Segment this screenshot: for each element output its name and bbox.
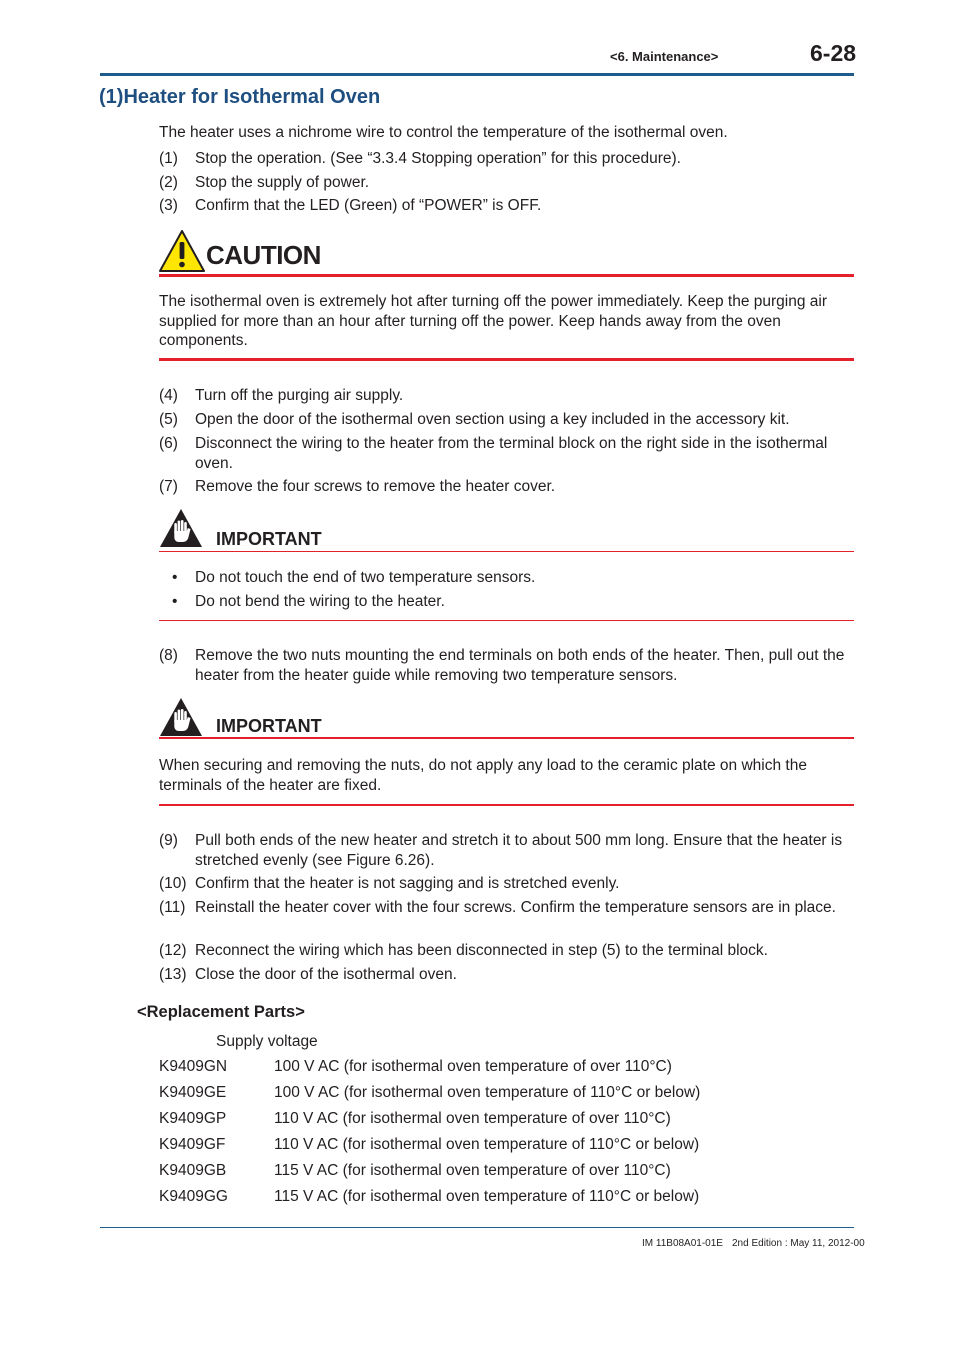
step-number: (12) [159,942,187,959]
step-text: Disconnect the wiring to the heater from the terminal block on the right side in the isothermal oven. [195,435,828,472]
part-description: 115 V AC (for isothermal oven temperature of over 110°C) [274,1162,671,1179]
caution-text: The isothermal oven is extremely hot after turning off the power immediately. Keep the purging air supplied for more than an hour after turning off the power. Keep hands away from the oven components. [159,293,827,349]
part-code: K9409GE [159,1084,227,1101]
step-item [159,196,859,216]
part-code: K9409GN [159,1058,228,1075]
step-item [159,646,859,685]
bullet-text: Do not touch the end of two temperature sensors. [195,569,536,586]
step-item [159,898,859,918]
step-item [159,173,859,193]
header-section-label: <6. Maintenance> [610,49,719,64]
caution-top-rule [159,274,854,277]
part-code: K9409GF [159,1136,226,1153]
part-description: 115 V AC (for isothermal oven temperature of 110°C or below) [274,1188,700,1205]
table-row [159,1110,700,1136]
important-text: When securing and removing the nuts, do not apply any load to the ceramic plate on which the terminals of the heater are fixed. [159,757,807,794]
step-item [159,434,859,473]
step-text: Remove the two nuts mounting the end terminals on both ends of the heater. Then, pull out the heater from the heater guide while removing two temperature sensors. [195,647,845,684]
step-item [159,874,859,894]
important-bottom-rule [159,804,854,806]
bullet-item [159,568,855,588]
step-number: (10) [159,875,187,892]
step-text: Open the door of the isothermal oven section using a key included in the accessory kit. [195,411,790,428]
step-item [159,410,859,430]
step-text: Stop the operation. (See “3.3.4 Stopping operation” for this procedure). [195,150,681,167]
table-row [159,1188,700,1214]
parts-column-header: Supply voltage [216,1033,318,1050]
step-number: (9) [159,832,178,849]
page-number: 6-28 [810,40,857,66]
bullet-text: Do not bend the wiring to the heater. [195,593,445,610]
important-heading: IMPORTANT [216,716,322,736]
step-text: Remove the four screws to remove the heater cover. [195,478,556,495]
bullet-item [159,592,855,612]
step-item [159,477,859,497]
part-description: 110 V AC (for isothermal oven temperature of 110°C or below) [274,1136,700,1153]
step-number: (8) [159,647,178,664]
step-text: Pull both ends of the new heater and stretch it to about 500 mm long. Ensure that the heater is stretched evenly (see Figure 6.26). [195,832,843,869]
step-item [159,965,859,985]
important-bottom-rule [159,620,854,621]
caution-heading: CAUTION [206,240,321,270]
step-number: (4) [159,387,178,404]
step-text: Reconnect the wiring which has been disconnected in step (5) to the terminal block. [195,942,768,959]
important-top-rule [159,551,854,552]
step-number: (6) [159,435,178,452]
step-text: Confirm that the heater is not sagging and is stretched evenly. [195,875,620,892]
footer-edition: 2nd Edition : May 11, 2012-00 [732,1238,865,1249]
caution-bottom-rule [159,358,854,361]
replacement-parts-title: <Replacement Parts> [137,1003,305,1021]
intro-paragraph: The heater uses a nichrome wire to control the temperature of the isothermal oven. [159,124,728,141]
step-item [159,149,859,169]
step-text: Close the door of the isothermal oven. [195,966,457,983]
table-row [159,1084,700,1110]
part-description: 100 V AC (for isothermal oven temperature of 110°C or below) [274,1084,701,1101]
step-number: (13) [159,966,187,983]
step-number: (2) [159,174,178,191]
hand-stop-icon [159,697,203,737]
step-text: Reinstall the heater cover with the four screws. Confirm the temperature sensors are in place. [195,899,836,916]
step-number: (5) [159,411,178,428]
bullet-mark: • [172,593,178,610]
important-heading: IMPORTANT [216,529,322,549]
step-number: (11) [159,899,186,916]
table-row [159,1136,700,1162]
step-text: Stop the supply of power. [195,174,370,191]
footer-doc-id: IM 11B08A01-01E [642,1238,723,1249]
section-title: (1)Heater for Isothermal Oven [99,86,381,108]
footer-rule [100,1227,854,1228]
table-row [159,1058,700,1084]
step-number: (3) [159,197,178,214]
step-number: (1) [159,150,178,167]
warning-triangle-icon [158,229,206,273]
step-number: (7) [159,478,178,495]
part-description: 100 V AC (for isothermal oven temperature of over 110°C) [274,1058,672,1075]
part-code: K9409GB [159,1162,227,1179]
step-item [159,831,859,870]
table-row [159,1162,700,1188]
part-code: K9409GP [159,1110,227,1127]
parts-table [159,1058,700,1214]
part-description: 110 V AC (for isothermal oven temperature of over 110°C) [274,1110,671,1127]
step-text: Confirm that the LED (Green) of “POWER” is OFF. [195,197,542,214]
step-text: Turn off the purging air supply. [195,387,404,404]
header-rule [100,73,854,76]
part-code: K9409GG [159,1188,228,1205]
important-top-rule [159,737,854,739]
bullet-mark: • [172,569,178,586]
step-item [159,386,859,406]
step-item [159,941,859,961]
hand-stop-icon [159,508,203,548]
